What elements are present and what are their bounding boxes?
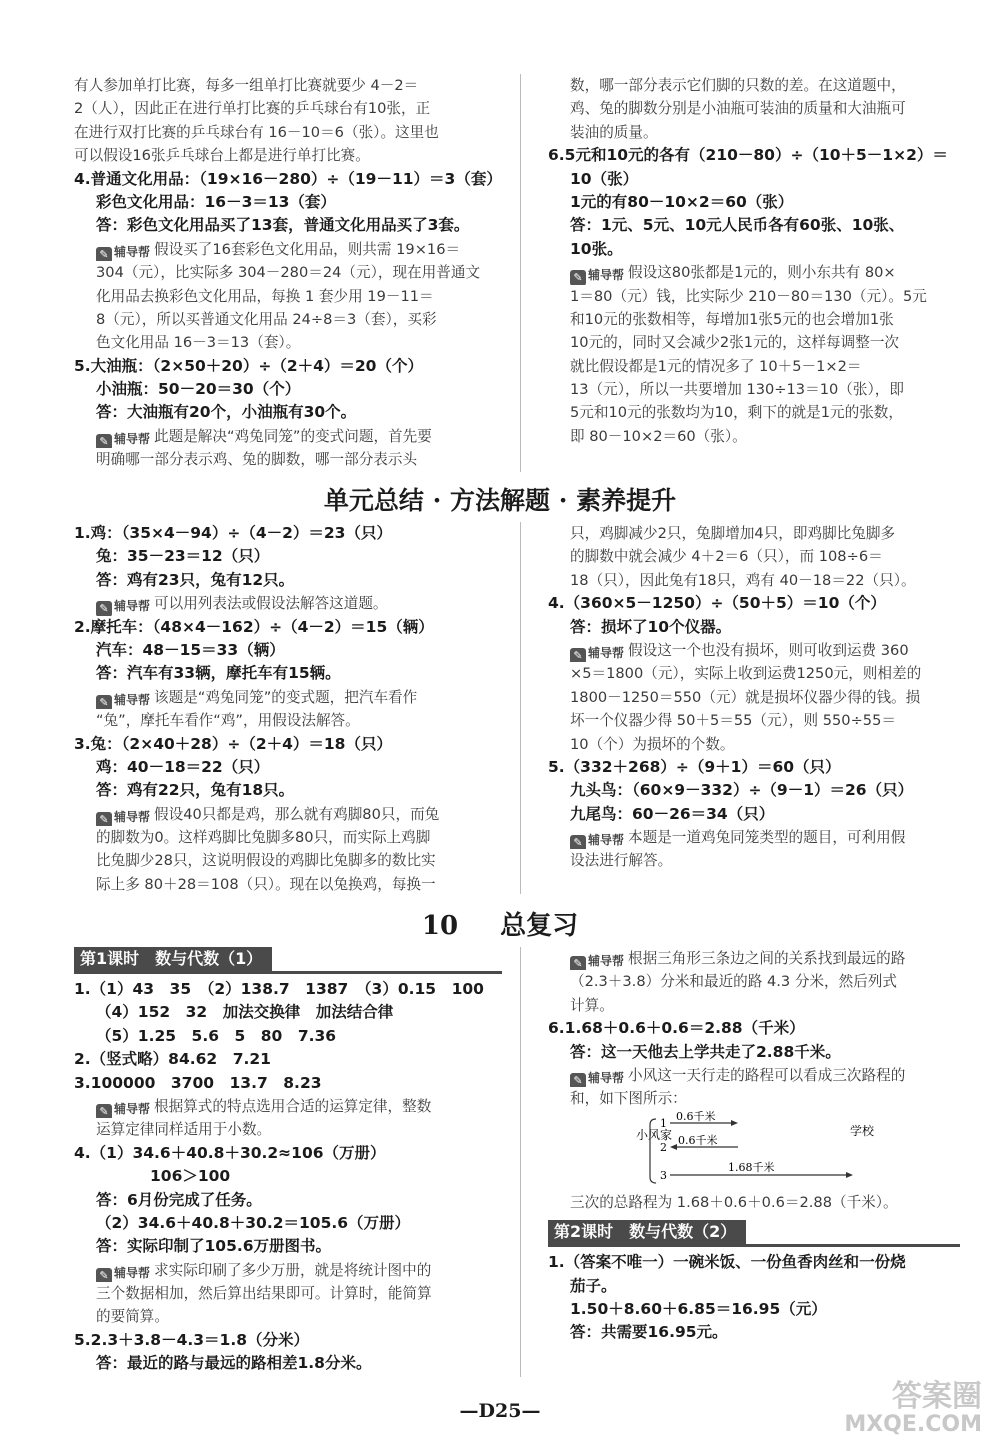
tutor-badge [570,831,624,849]
text-line [548,214,960,237]
text-line [548,522,960,545]
tutor-badge-label: 辅导帮 [114,244,151,259]
line-text: 10（个）为损坏的个数。 [570,735,735,753]
line-text: （2.3＋3.8）分米和最近的路 4.3 分米，然后列式 [570,973,897,991]
line-text: “兔”，摩托车看作“鸡”，用假设法解答。 [96,712,360,730]
tutor-badge [96,597,150,615]
text-line [74,331,502,354]
line-text: 兔：35－23＝12（只） [96,547,270,566]
line-text: 即 80－10×2＝60（张）。 [570,427,747,445]
text-line [74,1329,502,1352]
line-text: 可以用列表法或假设法解答这道题。 [154,595,388,613]
line-text: 的要简算。 [96,1308,169,1326]
line-text: 10张。 [570,239,623,258]
text-line [548,1298,960,1321]
line-text: （4）152 32 加法交换律 加法结合律 [96,1003,394,1022]
tutor-badge-label: 辅导帮 [588,1070,625,1085]
pencil-icon: ✎ [96,247,112,261]
line-text: 彩色文化用品：16－3＝13（套） [96,192,336,211]
review-left-lines [74,978,502,1376]
route-3-number: 3 [660,1168,667,1182]
tutor-note-line [548,947,960,970]
line-text: 就比假设都是1元的情况多了 10＋5－1×2＝ [570,357,862,375]
unit-summary-title: 单元总结 · 方法解题 · 素养提升 [323,486,677,515]
tutor-badge [96,1100,150,1118]
line-text: 鸡：40－18＝22（只） [96,757,270,776]
text-line [548,191,960,214]
line-text: 化用品去换彩色文化用品，每换 1 套少用 19－11＝ [96,287,434,305]
text-line [74,355,502,378]
text-line [74,545,502,568]
text-line [74,1165,502,1188]
text-line [74,1235,502,1258]
line-text: 10元的，同时又会减少2张1元的，这样每调整一次 [570,334,900,352]
watermark-main: 答案圈 [892,1379,982,1414]
tutor-note-line [548,261,960,284]
home-char: 小风家 [636,1127,673,1142]
line-text: 10（张） [570,169,639,188]
text-line [74,1189,502,1212]
line-text: 1.鸡：（35×4－94）÷（4－2）＝23（只） [74,524,392,542]
line-text: 5.大油瓶：（2×50＋20）÷（2＋4）＝20（个） [74,356,423,375]
text-line [74,662,502,685]
text-line [548,616,960,639]
text-line [74,97,502,120]
line-text: 答：1元、5元、10元人民币各有60张、10张、 [570,216,905,235]
line-text: 假设40只都是鸡，那么就有鸡脚80只，而兔 [154,805,440,823]
line-text: 答：这一天他去上学共走了2.88千米。 [570,1042,841,1061]
line-text: ×5＝1800（元），实际上收到运费1250元，则相差的 [570,665,922,683]
route-2-distance: 0.6千米 [678,1133,718,1147]
text-line [74,756,502,779]
line-text: 1.（1）43 35 （2）138.7 1387 （3）0.15 100 [74,980,484,998]
text-line [74,285,502,308]
line-text: 明确哪一部分表示鸡、兔的脚数，哪一部分表示头 [96,451,418,469]
text-line [548,238,960,261]
line-text: 可以假设16张乒乓球台上都是进行单打比赛。 [74,147,370,165]
line-text: 根据算式的特点选用合适的运算定律，整数 [154,1097,432,1115]
tutor-badge-label: 辅导帮 [114,1265,151,1280]
line-text: 和10元的张数相等，每增加1张5元的也会增加1张 [570,310,894,328]
text-line [548,709,960,732]
text-line [548,545,960,568]
text-line [548,686,960,709]
text-line [74,1282,502,1305]
line-text: 304（元），比实际多 304－280＝24（元），现在用普通文 [96,264,481,282]
text-line [74,74,502,97]
text-line [74,616,502,639]
line-text: 比兔脚少28只，这说明假设的鸡脚比兔脚多的数比实 [96,852,436,870]
school-label: 学校 [850,1123,875,1138]
text-line [548,733,960,756]
top-right-column [548,74,960,448]
text-line [548,756,960,779]
line-text: 三个数据相加，然后算出结果即可。计算时，能简算 [96,1285,432,1303]
line-text: 答：6月份完成了任务。 [96,1190,262,1209]
line-text: 和，如下图所示： [570,1090,687,1108]
text-line [548,308,960,331]
pencil-icon: ✎ [96,695,112,709]
line-text: 1.50＋8.60＋6.85＝16.95（元） [570,1299,827,1318]
line-text: 际上多 80＋28＝108（只）。现在以兔换鸡，每换一 [96,875,436,893]
line-text: 该题是“鸡兔同笼”的变式题，把汽车看作 [154,688,418,706]
line-text: 假设这一个也没有损坏，则可收到运费 360 [628,641,909,659]
review-left-column [74,947,502,1376]
tutor-badge [570,644,624,662]
text-line [548,1251,960,1274]
route-1-distance: 0.6千米 [676,1110,716,1123]
tutor-badge-label: 辅导帮 [588,645,625,660]
tutor-note-line [548,1064,960,1087]
text-line [74,261,502,284]
line-text: 4.（1）34.6＋40.8＋30.2≈106（万册） [74,1143,386,1162]
text-line [74,1118,502,1141]
line-text: 2.（竖式略）84.62 7.21 [74,1050,271,1069]
route-2-number: 2 [660,1140,667,1154]
text-line [548,285,960,308]
text-line [548,1041,960,1064]
line-text: 在进行双打比赛的乒乓球台有 16－10＝6（张）。这里也 [74,123,439,141]
pencil-icon: ✎ [96,1104,112,1118]
text-line [74,168,502,191]
tutor-badge [570,952,624,970]
line-text: 答：最近的路与最远的路相差1.8分米。 [96,1354,372,1373]
line-text: 13（元），所以一共要增加 130÷13＝10（张），即 [570,381,904,399]
tutor-note-line [74,1095,502,1118]
line-text: 九头鸟：（60×9－332）÷（9－1）＝26（只） [570,781,914,800]
text-line [74,569,502,592]
tutor-badge-label: 辅导帮 [114,431,151,446]
text-line [74,522,502,545]
line-text: 汽车：48－15＝33（辆） [96,640,285,659]
pencil-icon: ✎ [570,648,586,662]
text-line [548,401,960,424]
text-line [74,214,502,237]
text-line [548,1321,960,1344]
tutor-badge-label: 辅导帮 [114,599,151,614]
line-text: 答：大油瓶有20个，小油瓶有30个。 [96,403,357,422]
line-text: （5）1.25 5.6 5 80 7.36 [96,1026,337,1045]
tutor-badge [96,691,150,709]
line-text: 5.（332＋268）÷（9＋1）＝60（只） [548,757,841,776]
line-text: 3.兔：（2×40＋28）÷（2＋4）＝18（只） [74,734,392,753]
text-line [74,378,502,401]
text-line [74,639,502,662]
line-text: 运算定律同样适用于小数。 [96,1121,272,1139]
review-right-bottom-lines [548,1251,960,1345]
text-line [548,1087,960,1110]
lesson-1-label: 第1课时 数与代数（1） [74,947,272,971]
line-text: 8（元），所以买普通文化用品 24÷8＝3（套），买彩 [96,310,437,328]
line-text: 设法进行解答。 [570,852,673,870]
line-text: （2）34.6＋40.8＋30.2＝105.6（万册） [96,1213,411,1232]
text-line [74,401,502,424]
text-line [74,1072,502,1095]
line-text: 1元的有80－10×2＝60（张） [570,192,794,211]
text-line [548,168,960,191]
text-line [548,1017,960,1040]
lesson-2-header [548,1220,960,1247]
route-2-arrowhead [670,1144,677,1150]
tutor-note-line [548,639,960,662]
pencil-icon: ✎ [96,812,112,826]
tutor-badge [96,808,150,826]
text-line [548,97,960,120]
text-line [548,121,960,144]
line-text: 装油的质量。 [570,123,658,141]
line-text: 小风这一天行走的路程可以看成三次路程的 [628,1066,906,1084]
line-text: 鸡、兔的脚数分别是小油瓶可装油的质量和大油瓶可 [570,100,906,118]
line-text: 答：彩色文化用品买了13套，普通文化用品买了3套。 [96,216,470,235]
text-line [548,1275,960,1298]
text-line [74,144,502,167]
top-left-column [74,74,502,472]
line-text: 的脚数为0。这样鸡脚比兔脚多80只，而实际上鸡脚 [96,829,431,847]
text-line [548,592,960,615]
text-line [548,74,960,97]
route-1-number: 1 [660,1116,667,1130]
line-text: 答：鸡有22只，兔有18只。 [96,781,295,800]
line-text: 坏一个仪器少得 50＋5＝55（元），则 550÷55＝ [570,712,896,730]
pencil-icon: ✎ [96,1268,112,1282]
line-text: 2.摩托车：（48×4－162）÷（4－2）＝15（辆） [74,617,434,636]
line-text: 色文化用品 16－3＝13（套）。 [96,334,301,352]
tutor-badge [570,266,624,284]
text-line [548,378,960,401]
line-text: 答：汽车有33辆，摩托车有15辆。 [96,664,341,683]
line-text: 5元和10元的张数均为10，剩下的就是1元的张数， [570,404,903,422]
pencil-icon: ✎ [570,835,586,849]
watermark-url: MXQE.COM [844,1412,982,1437]
pencil-icon: ✎ [96,601,112,615]
text-line [548,425,960,448]
line-text: 4.（360×5－1250）÷（50＋5）＝10（个） [548,594,886,613]
tutor-badge-label: 辅导帮 [588,954,625,968]
line-text: 答：鸡有23只，兔有12只。 [96,570,295,589]
line-text: 求实际印刷了多少万册，就是将统计图中的 [154,1261,432,1279]
line-text: 18（只），因此兔有18只，鸡有 40－18＝22（只）。 [570,571,916,589]
tutor-note-line [74,592,502,615]
tutor-badge-label: 辅导帮 [114,692,151,707]
lesson-2-label: 第2课时 数与代数（2） [548,1220,746,1244]
review-right-column [548,947,960,1345]
tutor-note-line [548,826,960,849]
tutor-badge-label: 辅导帮 [114,1101,151,1116]
page-number: —D25— [459,1400,541,1422]
pencil-icon: ✎ [96,434,112,448]
line-text: 此题是解决“鸡兔同笼”的变式问题，首先要 [154,427,432,445]
line-text: 小油瓶：50－20＝30（个） [96,380,301,399]
line-text: 只，鸡脚减少2只，兔脚增加4只，即鸡脚比兔脚多 [570,525,896,542]
line-text: 假设这80张都是1元的，则小东共有 80× [628,264,896,282]
line-text: 6.1.68＋0.6＋0.6＝2.88（千米） [548,1019,805,1038]
chapter-title [0,905,1000,942]
line-text: 有人参加单打比赛，每多一组单打比赛就要少 4－2＝ [74,77,419,94]
tutor-badge-label: 辅导帮 [588,268,625,283]
text-line [74,1025,502,1048]
route-3-arrowhead [846,1172,853,1178]
line-text: 假设买了16套彩色文化用品，则共需 19×16＝ [154,240,461,258]
tutor-note-line [74,686,502,709]
text-line [548,994,960,1017]
text-line [548,569,960,592]
line-text: 2（人），因此正在进行单打比赛的乒乓球台有10张，正 [74,100,431,118]
tutor-note-line [74,238,502,261]
review-right-lines [548,947,960,1111]
line-text: 本题是一道鸡兔同笼类型的题目，可利用假 [628,829,906,847]
tutor-badge [96,1264,150,1282]
line-text: 数，哪一部分表示它们脚的只数的差。在这道题中， [570,77,906,94]
line-text: 6.5元和10元的各有（210－80）÷（10＋5－1×2）＝ [548,146,948,165]
unit-left-column [74,522,502,896]
text-line [74,1048,502,1071]
tutor-note-line [74,425,502,448]
text-line [74,826,502,849]
line-text: 答：实际印制了105.6万册图书。 [96,1237,332,1256]
text-line [74,1212,502,1235]
pencil-icon: ✎ [570,1073,586,1087]
line-text: 1800－1250＝550（元）就是损坏仪器少得的钱。损 [570,688,921,706]
column-divider [520,522,521,894]
unit-right-column [548,522,960,873]
pencil-icon: ✎ [570,270,586,284]
text-line [74,733,502,756]
text-line [74,448,502,471]
tutor-note-line [74,803,502,826]
pencil-icon: ✎ [570,956,586,970]
tutor-badge [570,1069,624,1087]
line-text: 根据三角形三条边之间的关系找到最远的路 [628,950,906,967]
text-line [74,978,502,1001]
route-3-distance: 1.68千米 [728,1160,775,1174]
text-line [74,849,502,872]
line-text: 答：损坏了10个仪器。 [570,617,732,636]
text-line [74,709,502,732]
line-text: 106＞100 [150,1167,231,1186]
chapter-name: 总复习 [500,911,579,941]
tutor-badge-label: 辅导帮 [588,833,625,848]
column-divider [520,74,521,472]
line-text: 九尾鸟：60－26＝34（只） [570,804,775,823]
text-line [74,1142,502,1165]
text-line [74,191,502,214]
text-line [548,849,960,872]
text-line [548,331,960,354]
text-line [74,308,502,331]
tutor-badge-label: 辅导帮 [114,809,151,824]
route-diagram [548,1111,960,1191]
text-line [548,662,960,685]
text-line [548,803,960,826]
line-text: 计算。 [570,996,614,1014]
text-line [74,1001,502,1024]
text-line [74,1352,502,1375]
line-text: 答：共需要16.95元。 [570,1323,728,1342]
tutor-badge [96,243,150,261]
text-line [548,355,960,378]
line-text: 1.（答案不唯一）一碗米饭、一份鱼香肉丝和一份烧 [548,1253,906,1272]
text-line [74,779,502,802]
column-divider [520,947,521,1377]
line-text: 4.普通文化用品：（19×16－280）÷（19－11）＝3（套） [74,169,502,188]
text-line [74,121,502,144]
line-text: 1＝80（元）钱，比实际少 210－80＝130（元）。5元 [570,287,927,305]
text-line [548,144,960,167]
tutor-note-line [74,1259,502,1282]
chapter-number: 10 [421,911,459,941]
lesson-1-header [74,947,502,974]
text-line [74,873,502,896]
route-1-arrowhead [731,1120,738,1126]
line-text: 3.100000 3700 13.7 8.23 [74,1073,322,1092]
line-text: 5.2.3＋3.8－4.3＝1.8（分米） [74,1330,310,1349]
text-line: 三次的总路程为 1.68＋0.6＋0.6＝2.88（千米）。 [570,1193,898,1211]
tutor-badge [96,430,150,448]
watermark [817,1379,982,1438]
line-text: 的脚数中就会减少 4＋2＝6（只），而 108÷6＝ [570,548,883,566]
text-line [548,779,960,802]
text-line [74,1305,502,1328]
line-text: 茄子。 [570,1276,617,1295]
text-line [548,970,960,993]
